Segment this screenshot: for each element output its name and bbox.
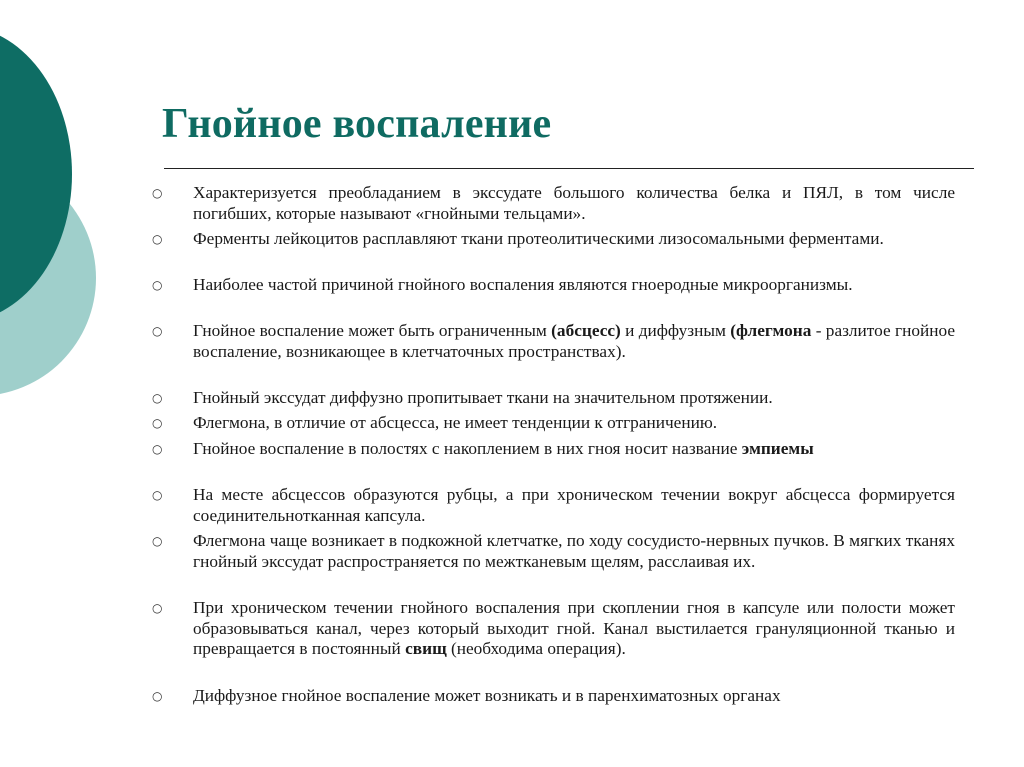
bullet-marker: ○ <box>152 324 163 338</box>
bullet-item-2: Ферменты лейкоцитов расплавляют ткани протеолитическими лизосомальными ферментами. <box>193 229 884 248</box>
bullet-item-9: Флегмона чаще возникает в подкожной клетчатке, по ходу сосудисто-нервных пучков. В мягких тканях гнойный экссудат распространяется по межтканевым щелям, расслаивая их. <box>193 531 955 571</box>
slide-title: Гнойное воспаление <box>162 101 552 147</box>
bullet-marker: ○ <box>152 416 163 430</box>
bullet-marker: ○ <box>152 232 163 246</box>
bullet-item-10: При хроническом течении гнойного воспаления при скоплении гноя в капсуле или полости может образовываться канал, через который выходит гной. Канал выстилается грануляционной тканью и превращается в постоянный свищ (необходима операция). <box>193 598 955 658</box>
bullet-marker: ○ <box>152 391 163 405</box>
bullet-marker: ○ <box>152 186 163 200</box>
bullet-marker: ○ <box>152 601 163 615</box>
bullet-marker: ○ <box>152 278 163 292</box>
bullet-item-6: Флегмона, в отличие от абсцесса, не имеет тенденции к отграничению. <box>193 413 718 432</box>
title-divider <box>164 168 974 169</box>
bullet-item-8: На месте абсцессов образуются рубцы, а при хроническом течении вокруг абсцесса формируется соединительнотканная капсула. <box>193 485 955 525</box>
bullet-item-7: Гнойное воспаление в полостях с накоплением в них гноя носит название эмпиемы <box>193 439 814 458</box>
bullet-item-3: Наиболее частой причиной гнойного воспаления являются гноеродные микроорганизмы. <box>193 275 853 294</box>
bullet-marker: ○ <box>152 534 163 548</box>
bullet-item-5: Гнойный экссудат диффузно пропитывает ткани на значительном протяжении. <box>193 388 773 407</box>
bullet-item-4: Гнойное воспаление может быть ограниченным (абсцесс) и диффузным (флегмона - разлитое гнойное воспаление, возникающее в клетчаточных пространствах). <box>193 321 955 361</box>
bullet-marker: ○ <box>152 442 163 456</box>
bullet-item-11: Диффузное гнойное воспаление может возникать и в паренхиматозных органах <box>193 686 781 705</box>
bullet-item-1: Характеризуется преобладанием в экссудате большого количества белка и ПЯЛ, в том числе погибших, которые называют «гнойными тельцами». <box>193 183 955 223</box>
bullet-marker: ○ <box>152 488 163 502</box>
bullet-marker: ○ <box>152 689 163 703</box>
